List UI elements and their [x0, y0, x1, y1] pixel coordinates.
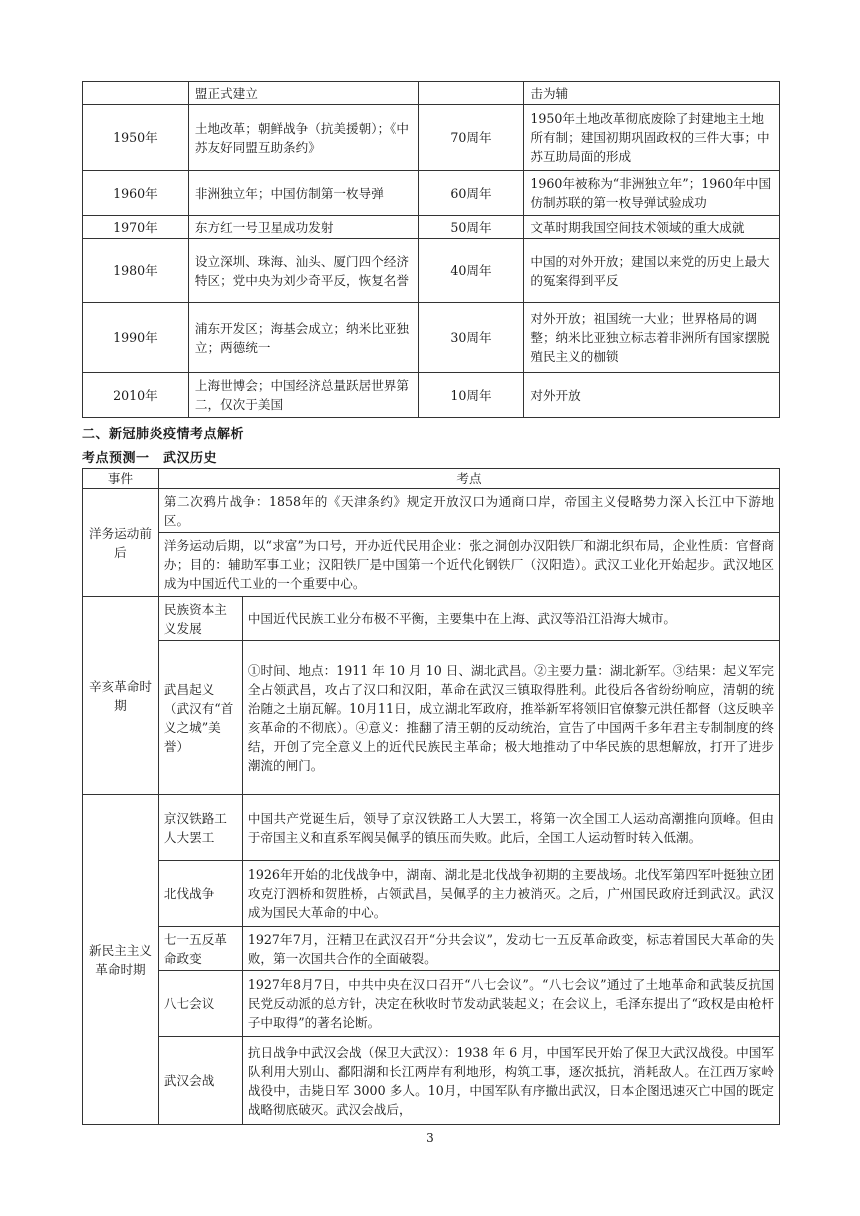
table-row [83, 303, 780, 373]
table-row [83, 927, 780, 971]
table-row [83, 239, 780, 303]
table-row [83, 489, 780, 533]
subevent-cell: 八七会议 [158, 971, 242, 1037]
event-cell: 非洲独立年；中国仿制第一枚导弹 [188, 171, 418, 216]
point-cell: 中国共产党诞生后，领导了京汉铁路工人大罢工，将第一次全国工人运动高潮推向顶峰。但由于帝国主义和直系军阀吴佩孚的镇压而失败。此后，全国工人运动暂时转入低潮。 [242, 795, 779, 861]
point-cell: 中国近代民族工业分布极不平衡，主要集中在上海、武汉等沿江沿海大城市。 [242, 597, 779, 641]
note-cell: 对外开放；祖国统一大业；世界格局的调整；纳米比亚独立标志着非洲所有国家摆脱殖民主义的枷锁 [524, 303, 780, 373]
table-row [83, 641, 780, 795]
subevent-cell: 武昌起义（武汉有“首义之城”美誉） [158, 641, 242, 795]
note-cell: 文革时期我国空间技术领域的重大成就 [524, 216, 780, 239]
event-cell: 浦东开发区；海基会成立；纳米比亚独立；两德统一 [188, 303, 418, 373]
page-number: 3 [426, 1131, 434, 1145]
year-cell: 1970年 [83, 216, 189, 239]
event-cell: 新民主主义革命时期 [83, 795, 159, 1125]
event-cell: 土地改革；朝鲜战争（抗美援朝）；《中苏友好同盟互助条约》 [188, 105, 418, 171]
point-cell: 抗日战争中武汉会战（保卫大武汉）：1938 年 6 月，中国军民开始了保卫大武汉战役。中国军队利用大别山、鄱阳湖和长江两岸有利地形，构筑工事，逐次抵抗，消耗敌人。在江西万家岭战役中，击毙日军 3000 多人。10月，中国军队有序撤出武汉，日本企图迅速灭亡中国的既定战略彻底破灭。武汉会战后， [242, 1037, 779, 1125]
year-cell: 2010年 [83, 373, 189, 418]
subevent-cell: 民族资本主义发展 [158, 597, 242, 641]
event-cell: 东方红一号卫星成功发射 [188, 216, 418, 239]
anniversary-cell: 10周年 [418, 373, 524, 418]
anniversary-table [82, 81, 780, 418]
year-cell: 1980年 [83, 239, 189, 303]
point-cell: 1927年7月，汪精卫在武汉召开“分共会议”，发动七一五反革命政变，标志着国民大革命的失败，第一次国共合作的全面破裂。 [242, 927, 779, 971]
point-cell: ①时间、地点：1911 年 10 月 10 日、湖北武昌。②主要力量：湖北新军。③结果：起义军完全占领武昌，攻占了汉口和汉阳，革命在武汉三镇取得胜利。此役后各省纷纷响应，清朝的统治随之土崩瓦解。10月11日，成立湖北军政府，推举新军将领旧官僚黎元洪任都督（这反映辛亥革命的不彻底）。④意义：推翻了清王朝的反动统治，宣告了中国两千多年君主专制制度的终结，开创了完全意义上的近代民族民主革命；极大地推动了中华民族的思想解放，打开了进步潮流的闸门。 [242, 641, 779, 795]
year-cell [83, 82, 189, 105]
table-row [83, 82, 780, 105]
anniversary-cell: 30周年 [418, 303, 524, 373]
header-points: 考点 [158, 469, 779, 489]
table-row [83, 216, 780, 239]
anniversary-cell: 40周年 [418, 239, 524, 303]
anniversary-cell: 60周年 [418, 171, 524, 216]
year-cell: 1990年 [83, 303, 189, 373]
point-cell: 1927年8月7日，中共中央在汉口召开“八七会议”。“八七会议”通过了土地革命和武装反抗国民党反动派的总方针，决定在秋收时节发动武装起义；在会议上，毛泽东提出了“政权是由枪杆子中取得”的著名论断。 [242, 971, 779, 1037]
note-cell: 击为辅 [524, 82, 780, 105]
anniversary-cell [418, 82, 524, 105]
table-row [83, 971, 780, 1037]
note-cell: 对外开放 [524, 373, 780, 418]
point-cell: 1926年开始的北伐战争中，湖南、湖北是北伐战争初期的主要战场。北伐军第四军叶挺独立团攻克汀泗桥和贺胜桥，占领武昌，吴佩孚的主力被消灭。之后，广州国民政府迁到武汉。武汉成为国民大革命的中心。 [242, 861, 779, 927]
subevent-cell: 京汉铁路工人大罢工 [158, 795, 242, 861]
subsection-heading: 考点预测一 武汉历史 [82, 451, 218, 466]
point-cell: 洋务运动后期，以“求富”为口号，开办近代民用企业：张之洞创办汉阳铁厂和湖北织布局，企业性质：官督商办；目的：辅助军事工业；汉阳铁厂是中国第一个近代化钢铁厂（汉阳造）。武汉工业化开始起步。武汉地区成为中国近代工业的一个重要中心。 [158, 533, 779, 597]
subevent-cell: 武汉会战 [158, 1037, 242, 1125]
event-cell: 辛亥革命时期 [83, 597, 159, 795]
table-row [83, 171, 780, 216]
table-header-row [83, 469, 780, 489]
wuhan-history-table [82, 468, 780, 1125]
year-cell: 1960年 [83, 171, 189, 216]
subevent-cell: 七一五反革命政变 [158, 927, 242, 971]
anniversary-cell: 50周年 [418, 216, 524, 239]
event-cell: 上海世博会；中国经济总量跃居世界第二，仅次于美国 [188, 373, 418, 418]
table-row [83, 597, 780, 641]
table-row [83, 1037, 780, 1125]
section-heading: 二、新冠肺炎疫情考点解析 [82, 427, 245, 442]
subevent-cell: 北伐战争 [158, 861, 242, 927]
note-cell: 1950年土地改革彻底废除了封建地主土地所有制；建国初期巩固政权的三件大事；中苏互助局面的形成 [524, 105, 780, 171]
note-cell: 中国的对外开放；建国以来党的历史上最大的冤案得到平反 [524, 239, 780, 303]
header-event: 事件 [83, 469, 159, 489]
year-cell: 1950年 [83, 105, 189, 171]
table-row [83, 105, 780, 171]
anniversary-cell: 70周年 [418, 105, 524, 171]
point-cell: 第二次鸦片战争：1858年的《天津条约》规定开放汉口为通商口岸，帝国主义侵略势力深入长江中下游地区。 [158, 489, 779, 533]
event-cell: 盟正式建立 [188, 82, 418, 105]
event-cell: 洋务运动前后 [83, 489, 159, 597]
note-cell: 1960年被称为“非洲独立年”；1960年中国仿制苏联的第一枚导弹试验成功 [524, 171, 780, 216]
table-row [83, 795, 780, 861]
table-row [83, 861, 780, 927]
table-row [83, 373, 780, 418]
event-cell: 设立深圳、珠海、汕头、厦门四个经济特区；党中央为刘少奇平反，恢复名誉 [188, 239, 418, 303]
table-row [83, 533, 780, 597]
